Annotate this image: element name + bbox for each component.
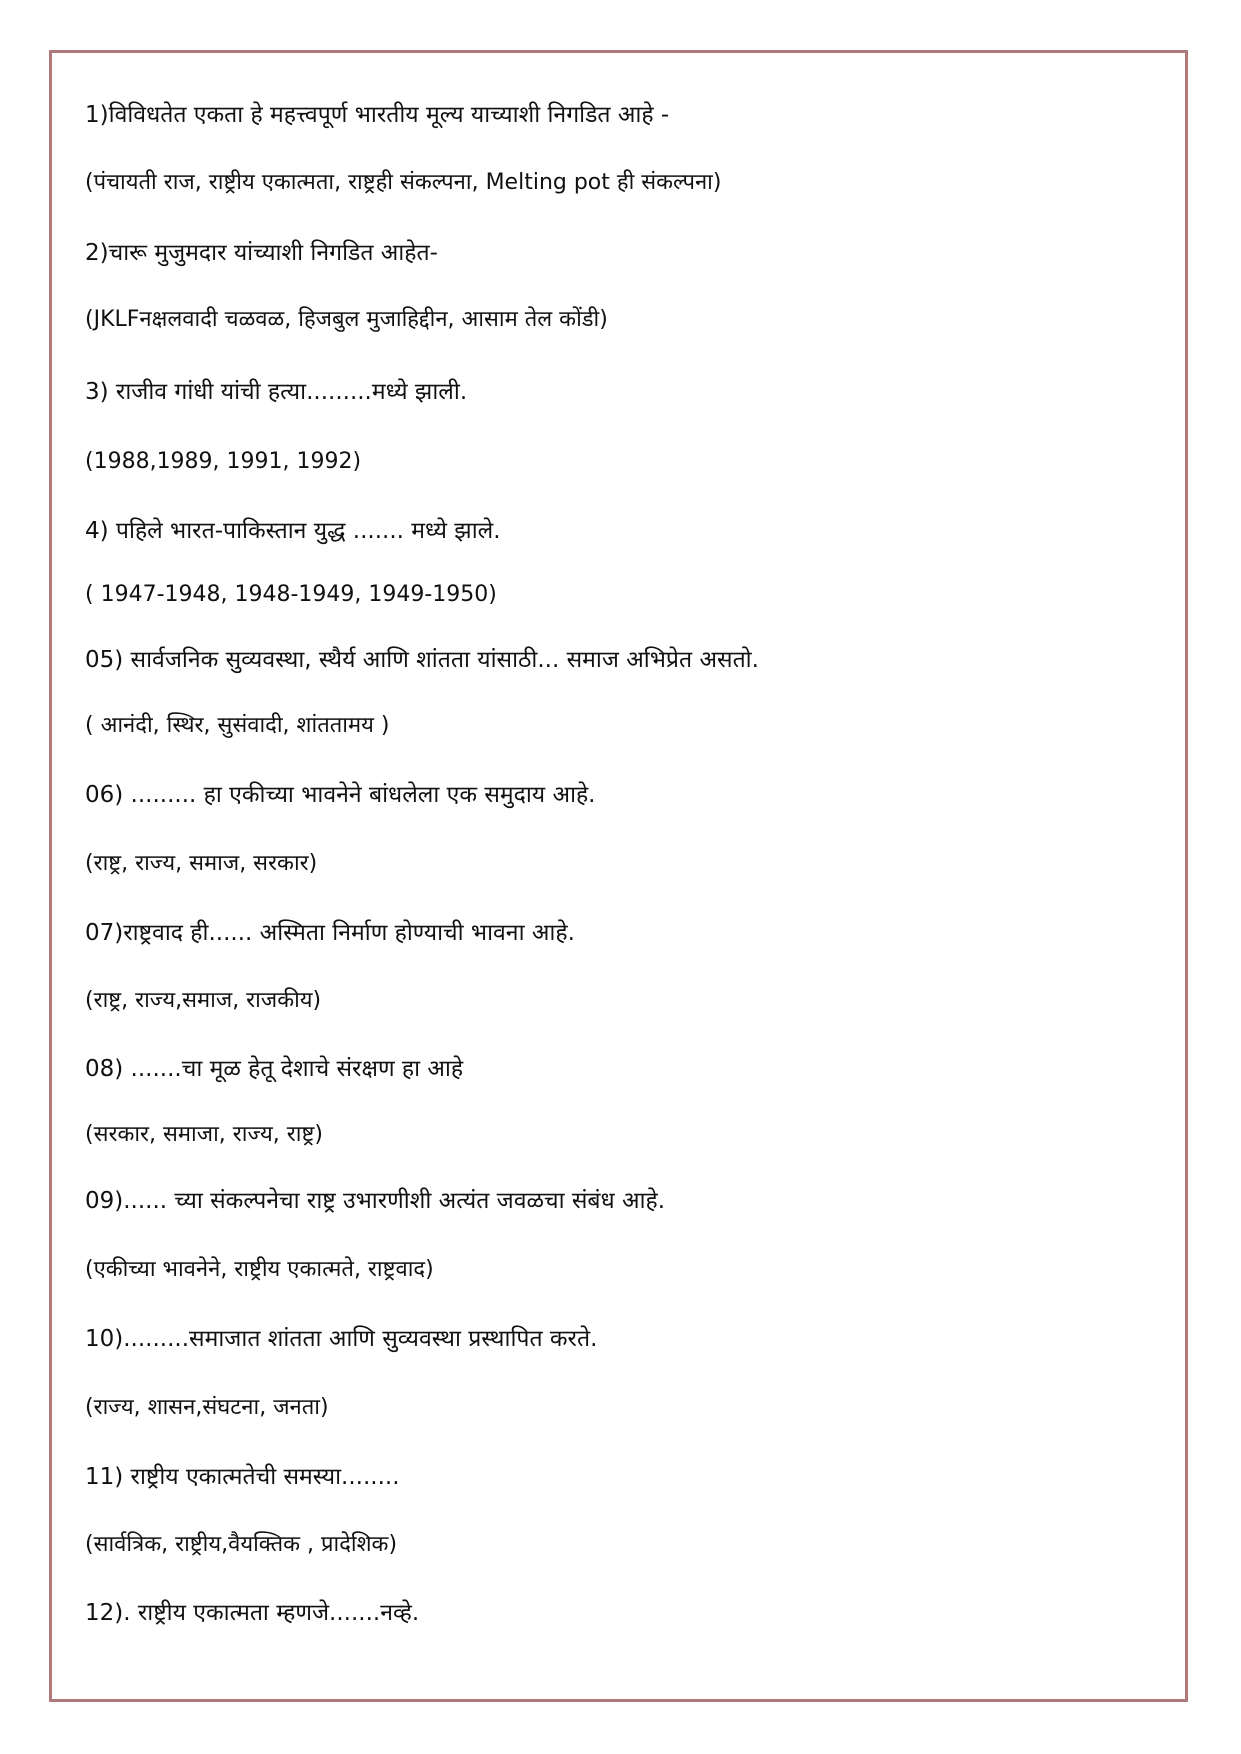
question-1: 1)विविधतेत एकता हे महत्त्वपूर्ण भारतीय मूल्य याच्याशी निगडित आहे - bbox=[85, 102, 670, 128]
options-7: (राष्ट्र, राज्य,समाज, राजकीय) bbox=[85, 988, 322, 1013]
options-8: (सरकार, समाजा, राज्य, राष्ट्र) bbox=[85, 1122, 323, 1147]
options-11: (सार्वत्रिक, राष्ट्रीय,वैयक्तिक , प्रादेशिक) bbox=[85, 1532, 398, 1557]
options-6: (राष्ट्र, राज्य, समाज, सरकार) bbox=[85, 851, 318, 876]
question-5: 05) सार्वजनिक सुव्यवस्था, स्थैर्य आणि शांतता यांसाठी... समाज अभिप्रेत असतो. bbox=[85, 647, 759, 673]
options-5: ( आनंदी, स्थिर, सुसंवादी, शांततामय ) bbox=[85, 713, 390, 738]
question-12: 12). राष्ट्रीय एकात्मता म्हणजे.......नव्हे. bbox=[85, 1600, 420, 1626]
question-3: 3) राजीव गांधी यांची हत्या.........मध्ये झाली. bbox=[85, 379, 468, 405]
question-6: 06) ......... हा एकीच्या भावनेने बांधलेला एक समुदाय आहे. bbox=[85, 782, 596, 808]
options-1: (पंचायती राज, राष्ट्रीय एकात्मता, राष्ट्रही संकल्पना, Melting pot ही संकल्पना) bbox=[85, 170, 722, 195]
question-2: 2)चारू मुजुमदार यांच्याशी निगडित आहेत- bbox=[85, 240, 438, 266]
options-10: (राज्य, शासन,संघटना, जनता) bbox=[85, 1395, 329, 1420]
question-4: 4) पहिले भारत-पाकिस्तान युद्ध ....... मध्ये झाले. bbox=[85, 518, 501, 544]
options-4: ( 1947-1948, 1948-1949, 1949-1950) bbox=[85, 582, 497, 607]
question-10: 10).........समाजात शांतता आणि सुव्यवस्था प्रस्थापित करते. bbox=[85, 1326, 598, 1352]
options-3: (1988,1989, 1991, 1992) bbox=[85, 449, 362, 474]
question-9: 09)...... च्या संकल्पनेचा राष्ट्र उभारणीशी अत्यंत जवळचा संबंध आहे. bbox=[85, 1188, 666, 1214]
question-7: 07)राष्ट्रवाद ही...... अस्मिता निर्माण होण्याची भावना आहे. bbox=[85, 920, 575, 946]
options-2: (JKLFनक्षलवादी चळवळ, हिजबुल मुजाहिद्दीन, आसाम तेल कोंडी) bbox=[85, 307, 608, 332]
question-8: 08) .......चा मूळ हेतू देशाचे संरक्षण हा आहे bbox=[85, 1056, 464, 1082]
question-11: 11) राष्ट्रीय एकात्मतेची समस्या........ bbox=[85, 1464, 400, 1490]
options-9: (एकीच्या भावनेने, राष्ट्रीय एकात्मते, राष्ट्रवाद) bbox=[85, 1257, 434, 1282]
